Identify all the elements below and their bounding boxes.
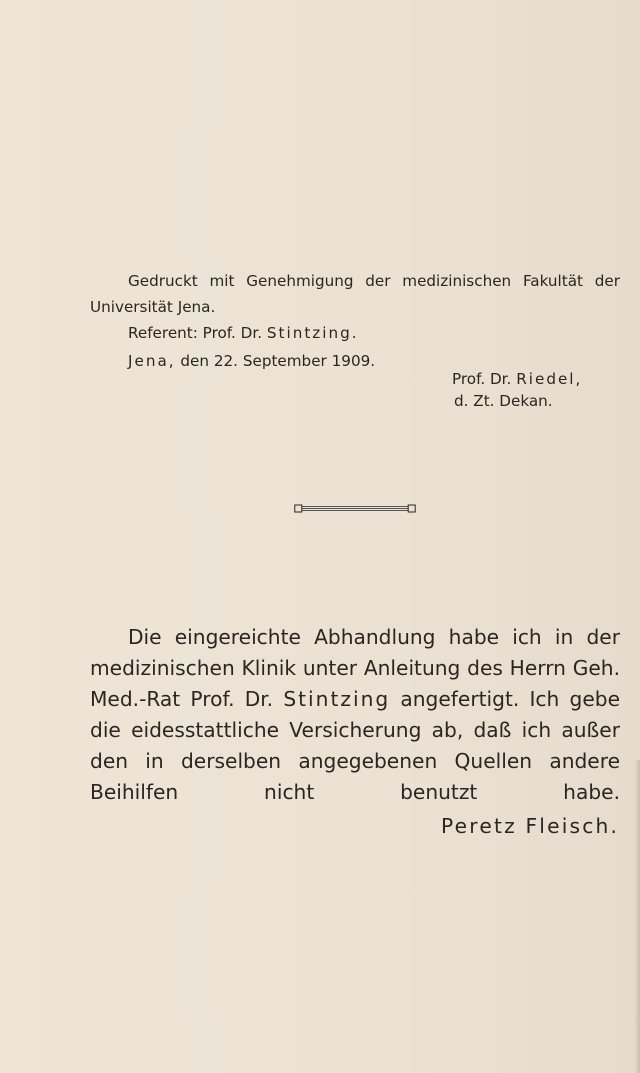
divider-ornament: [294, 503, 416, 515]
signature: Peretz Fleisch.: [441, 814, 620, 838]
referent-label: Referent: Prof. Dr.: [128, 324, 263, 342]
approval-block: [90, 268, 620, 374]
dean-line-2: d. Zt. Dekan.: [454, 392, 553, 410]
declaration-paragraph: [90, 622, 620, 808]
page-edge-shadow: [634, 760, 640, 1073]
declaration-part-2: angefertigt. Ich gebe die eidesstattliche Versicherung ab, daß ich außer den in derselben angegebenen Quellen andere Beihilfen nicht benutzt habe.: [90, 687, 620, 804]
referent-line: [128, 320, 620, 346]
declaration-part-1: Die eingereichte Abhandlung habe ich in der medizinischen Klinik unter Anleitung des Herrn Geh. Med.-Rat Prof. Dr.: [90, 625, 620, 711]
dean-title: Prof. Dr.: [452, 370, 512, 388]
date-text: den 22. September 1909.: [180, 352, 376, 370]
place-text: Jena,: [128, 352, 176, 370]
referent-name: Stintzing.: [266, 324, 359, 342]
approval-paragraph: Gedruckt mit Genehmigung der medizinischen Fakultät der Universität Jena.: [90, 272, 620, 316]
dean-line-1: [452, 368, 582, 390]
dean-name: Riedel,: [516, 370, 583, 388]
declaration-name: Stintzing: [283, 687, 391, 711]
dean-block: [452, 368, 582, 412]
declaration-block: [90, 622, 620, 808]
